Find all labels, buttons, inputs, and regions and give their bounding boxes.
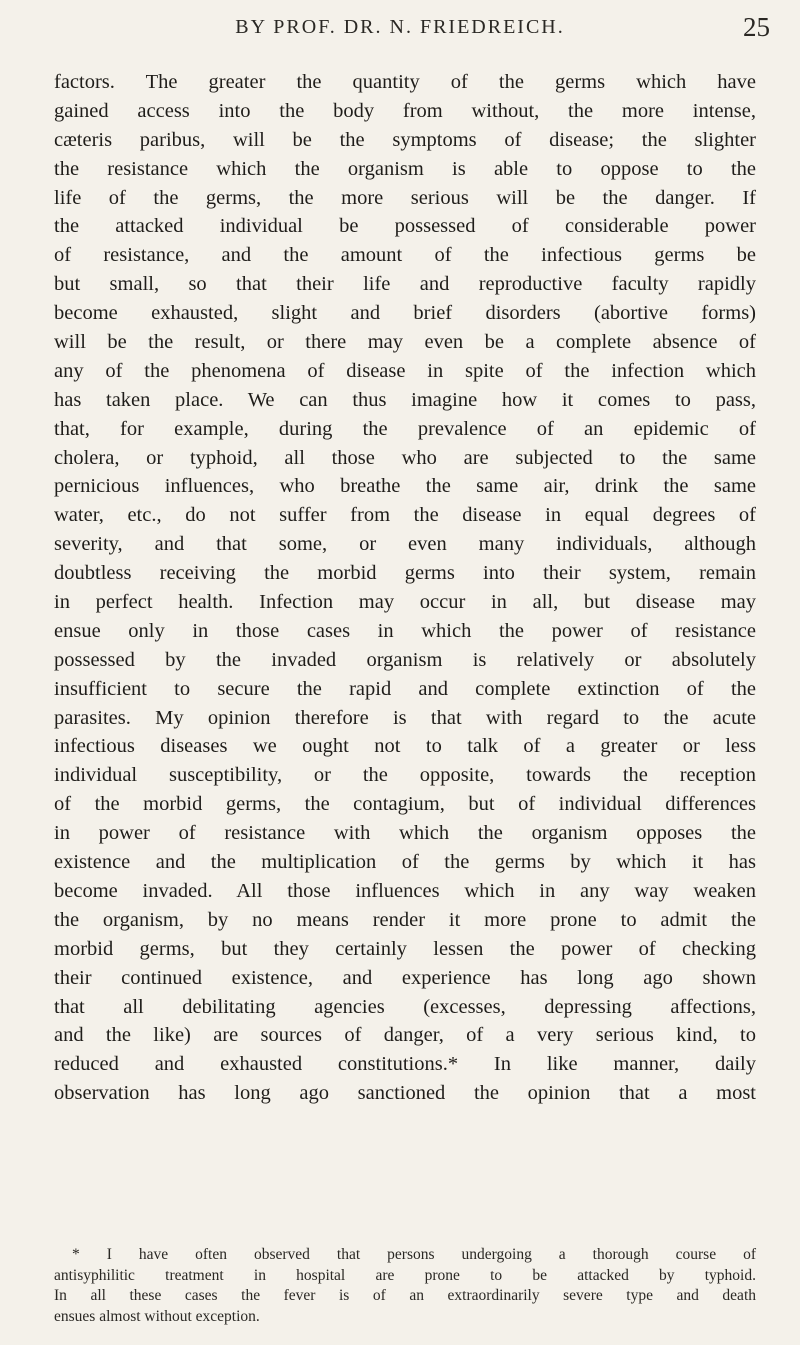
- text-line: infectious diseases we ought not to talk of a greater or less: [54, 735, 756, 758]
- text-line: any of the phenomena of disease in spite of the infection which: [54, 359, 756, 382]
- text-line: ensue only in those cases in which the power of resistance: [54, 619, 756, 642]
- text-line: become exhausted, slight and brief disorders (abortive forms): [54, 302, 756, 325]
- text-line: reduced and exhausted constitutions.* In like manner, daily: [54, 1053, 756, 1076]
- text-line: doubtless receiving the morbid germs into their system, remain: [54, 562, 756, 585]
- text-line: insufficient to secure the rapid and complete extinction of the: [54, 677, 756, 700]
- text-line: that all debilitating agencies (excesses, depressing affections,: [54, 995, 756, 1018]
- text-line: factors. The greater the quantity of the germs which have: [54, 71, 756, 93]
- text-line: the attacked individual be possessed of considerable power: [54, 215, 756, 238]
- text-line: possessed by the invaded organism is relatively or absolutely: [54, 648, 756, 671]
- text-line: of the morbid germs, the contagium, but of individual differences: [54, 793, 756, 816]
- text-line: existence and the multiplication of the germs by which it has: [54, 851, 756, 874]
- body-text: [54, 68, 756, 1108]
- text-line: the resistance which the organism is able to oppose to the: [54, 157, 756, 180]
- footnote-line: ensues almost without exception.: [54, 1307, 260, 1325]
- text-line: pernicious influences, who breathe the same air, drink the same: [54, 475, 756, 498]
- text-line: the organism, by no means render it more prone to admit the: [54, 908, 756, 931]
- footnote: [54, 1245, 756, 1327]
- text-line: cæteris paribus, will be the symptoms of disease; the slighter: [54, 128, 756, 151]
- text-line: and the like) are sources of danger, of a very serious kind, to: [54, 1024, 756, 1047]
- text-line: in power of resistance with which the organism opposes the: [54, 822, 756, 845]
- text-line: in perfect health. Infection may occur in all, but disease may: [54, 591, 756, 614]
- text-line: that, for example, during the prevalence of an epidemic of: [54, 417, 756, 440]
- text-line: observation has long ago sanctioned the opinion that a most: [54, 1082, 756, 1105]
- text-line: morbid germs, but they certainly lessen the power of checking: [54, 937, 756, 960]
- text-line: has taken place. We can thus imagine how it comes to pass,: [54, 388, 756, 411]
- text-line: gained access into the body from without, the more intense,: [54, 99, 756, 122]
- text-line: cholera, or typhoid, all those who are subjected to the same: [54, 446, 756, 469]
- text-line: individual susceptibility, or the opposite, towards the reception: [54, 764, 756, 787]
- footnote-line: antisyphilitic treatment in hospital are prone to be attacked by typhoid.: [54, 1266, 756, 1284]
- text-line: but small, so that their life and reproductive faculty rapidly: [54, 273, 756, 296]
- text-line: will be the result, or there may even be a complete absence of: [54, 331, 756, 354]
- text-line: water, etc., do not suffer from the disease in equal degrees of: [54, 504, 756, 527]
- page-number: 25: [743, 12, 770, 42]
- running-head: BY PROF. DR. N. FRIEDREICH.: [235, 16, 565, 38]
- page-header: [0, 12, 800, 52]
- text-line: become invaded. All those influences which in any way weaken: [54, 879, 756, 902]
- text-line: severity, and that some, or even many individuals, although: [54, 533, 756, 556]
- text-line: parasites. My opinion therefore is that with regard to the acute: [54, 706, 756, 729]
- text-line: life of the germs, the more serious will be the danger. If: [54, 186, 756, 209]
- text-line: their continued existence, and experience has long ago shown: [54, 966, 756, 989]
- footnote-line: In all these cases the fever is of an extraordinarily severe type and death: [54, 1287, 756, 1304]
- footnote-line: * I have often observed that persons undergoing a thorough course of: [72, 1246, 756, 1263]
- text-line: of resistance, and the amount of the infectious germs be: [54, 244, 756, 267]
